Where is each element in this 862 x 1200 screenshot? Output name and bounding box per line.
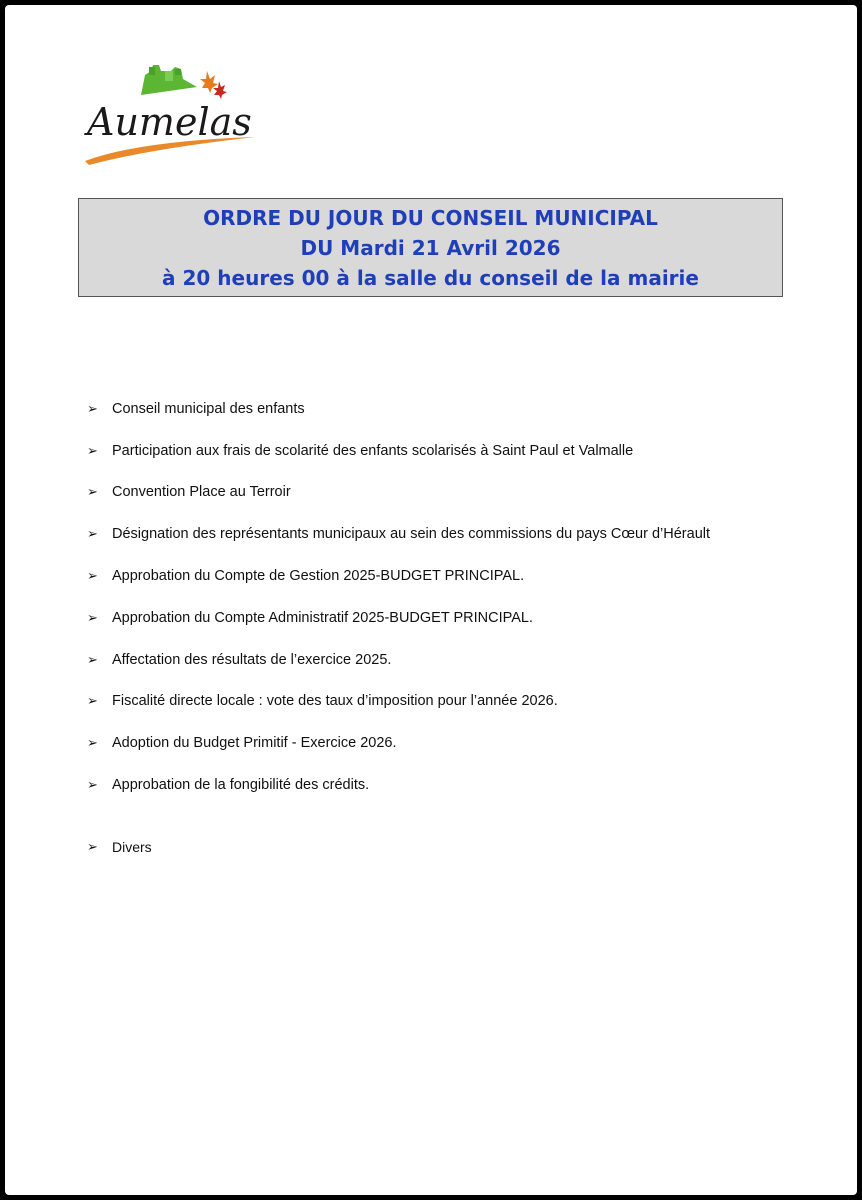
arrow-bullet-icon: ➢: [87, 735, 98, 751]
agenda-item-text: Approbation du Compte de Gestion 2025-BUDGET PRINCIPAL.: [112, 568, 525, 585]
aumelas-logo: [79, 57, 259, 169]
arrow-bullet-icon: ➢: [87, 442, 98, 458]
arrow-bullet-icon: ➢: [87, 609, 98, 625]
agenda-item-text: Divers: [112, 838, 152, 855]
agenda-item: [87, 639, 827, 681]
agenda-item: [87, 764, 827, 806]
title-line-2: DU Mardi 21 Avril 2026: [300, 236, 561, 260]
arrow-bullet-icon: ➢: [87, 651, 98, 667]
arrow-bullet-icon: ➢: [87, 777, 98, 793]
agenda-item-divers: [87, 826, 152, 868]
agenda-item: [87, 388, 827, 430]
arrow-bullet-icon: ➢: [87, 400, 98, 416]
agenda-item-text: Conseil municipal des enfants: [112, 400, 305, 417]
arrow-bullet-icon: ➢: [87, 484, 98, 500]
agenda-title-box: [78, 198, 783, 297]
agenda-item-text: Convention Place au Terroir: [112, 484, 291, 501]
agenda-item-text: Fiscalité directe locale : vote des taux d’imposition pour l’année 2026.: [112, 693, 558, 710]
agenda-item: [87, 555, 827, 597]
agenda-list: [87, 388, 827, 855]
agenda-item: [87, 722, 827, 764]
logo-text: Aumelas: [87, 100, 252, 144]
agenda-item-text: Approbation de la fongibilité des crédits.: [112, 777, 370, 794]
arrow-bullet-icon: ➢: [87, 568, 98, 584]
aumelas-logo-graphic: [79, 57, 259, 169]
agenda-item: [87, 597, 827, 639]
document-page: [5, 5, 857, 1195]
agenda-item-text: Affectation des résultats de l’exercice 2025.: [112, 651, 392, 668]
arrow-bullet-icon: ➢: [87, 693, 98, 709]
agenda-item-text: Désignation des représentants municipaux au sein des commissions du pays Cœur d’Hérault: [112, 526, 711, 543]
agenda-item: [87, 513, 827, 555]
arrow-bullet-icon: ➢: [87, 838, 98, 854]
agenda-item-text: Participation aux frais de scolarité des enfants scolarisés à Saint Paul et Valmalle: [112, 442, 634, 459]
arrow-bullet-icon: ➢: [87, 526, 98, 542]
agenda-item-text: Approbation du Compte Administratif 2025-BUDGET PRINCIPAL.: [112, 609, 533, 626]
agenda-item: [87, 472, 827, 514]
agenda-item-text: Adoption du Budget Primitif - Exercice 2026.: [112, 735, 397, 752]
agenda-item: [87, 681, 827, 723]
agenda-item: [87, 430, 827, 472]
title-line-3: à 20 heures 00 à la salle du conseil de la mairie: [162, 266, 699, 290]
title-line-1: ORDRE DU JOUR DU CONSEIL MUNICIPAL: [203, 206, 658, 230]
